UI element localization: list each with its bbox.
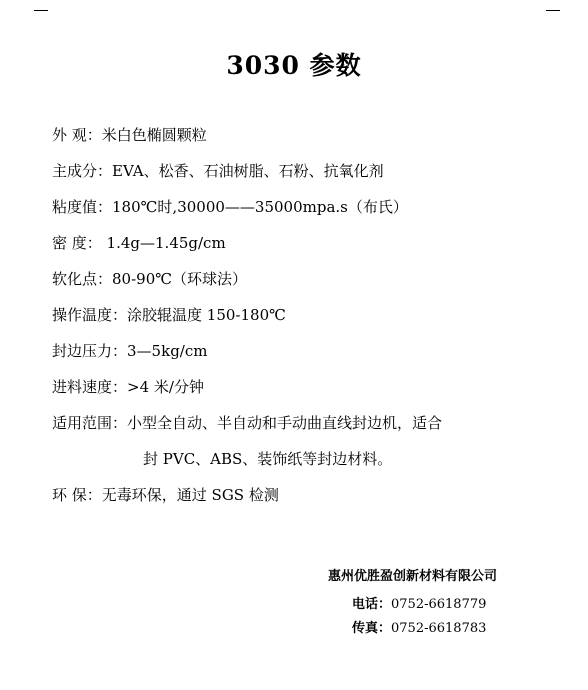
contact-fax — [352, 617, 486, 636]
phone-label: 电话： — [352, 597, 392, 612]
param-value: 3—5kg/cm — [127, 342, 208, 360]
param-value: 无毒环保，通过 SGS 检测 — [101, 486, 279, 504]
param-row-edge-pressure — [52, 340, 207, 362]
param-value: 小型全自动、半自动和手动曲直线封边机，适合 — [127, 414, 443, 432]
param-label: 环 保： — [52, 486, 102, 504]
param-value: 180℃时,30000——35000mpa.s（布氏） — [112, 198, 408, 216]
param-value: 1.4g—1.45g/cm — [101, 234, 226, 252]
fax-number: 0752-6618783 — [391, 621, 487, 636]
param-row-environmental — [52, 484, 279, 506]
param-label: 封边压力： — [52, 342, 128, 360]
param-row-operating-temperature — [52, 304, 286, 326]
param-label: 软化点： — [52, 270, 113, 288]
param-label: 外 观： — [52, 126, 102, 144]
fax-label: 传真： — [352, 621, 392, 636]
company-name: 惠州优胜盈创新材料有限公司 — [328, 569, 498, 584]
param-label: 进料速度： — [52, 378, 128, 396]
param-value: 封 PVC、ABS、装饰纸等封边材料。 — [143, 450, 393, 468]
param-row-softening-point — [52, 268, 247, 290]
param-value: 80-90℃（环球法） — [112, 270, 248, 288]
param-label: 主成分： — [52, 162, 113, 180]
param-label: 操作温度： — [52, 306, 128, 324]
param-value: 涂胶辊温度 150-180℃ — [127, 306, 286, 324]
param-value: >4 米/分钟 — [127, 378, 204, 396]
param-row-density — [52, 232, 226, 254]
param-row-composition — [52, 160, 384, 182]
param-row-application — [52, 412, 442, 434]
phone-number: 0752-6618779 — [391, 597, 487, 612]
param-row-feed-speed — [52, 376, 204, 398]
param-value: EVA、松香、石油树脂、石粉、抗氧化剂 — [112, 162, 384, 180]
param-label: 适用范围： — [52, 414, 128, 432]
param-row-appearance — [52, 124, 207, 146]
corner-mark-left — [34, 10, 48, 11]
param-row-viscosity — [52, 196, 408, 218]
param-row-application-continued — [143, 448, 392, 470]
document-title: 3030 参数 — [226, 51, 362, 80]
param-value: 米白色椭圆颗粒 — [101, 126, 207, 144]
param-label: 密 度： — [52, 234, 102, 252]
param-label: 粘度值： — [52, 198, 113, 216]
corner-mark-right — [546, 10, 560, 11]
contact-phone — [352, 593, 486, 612]
